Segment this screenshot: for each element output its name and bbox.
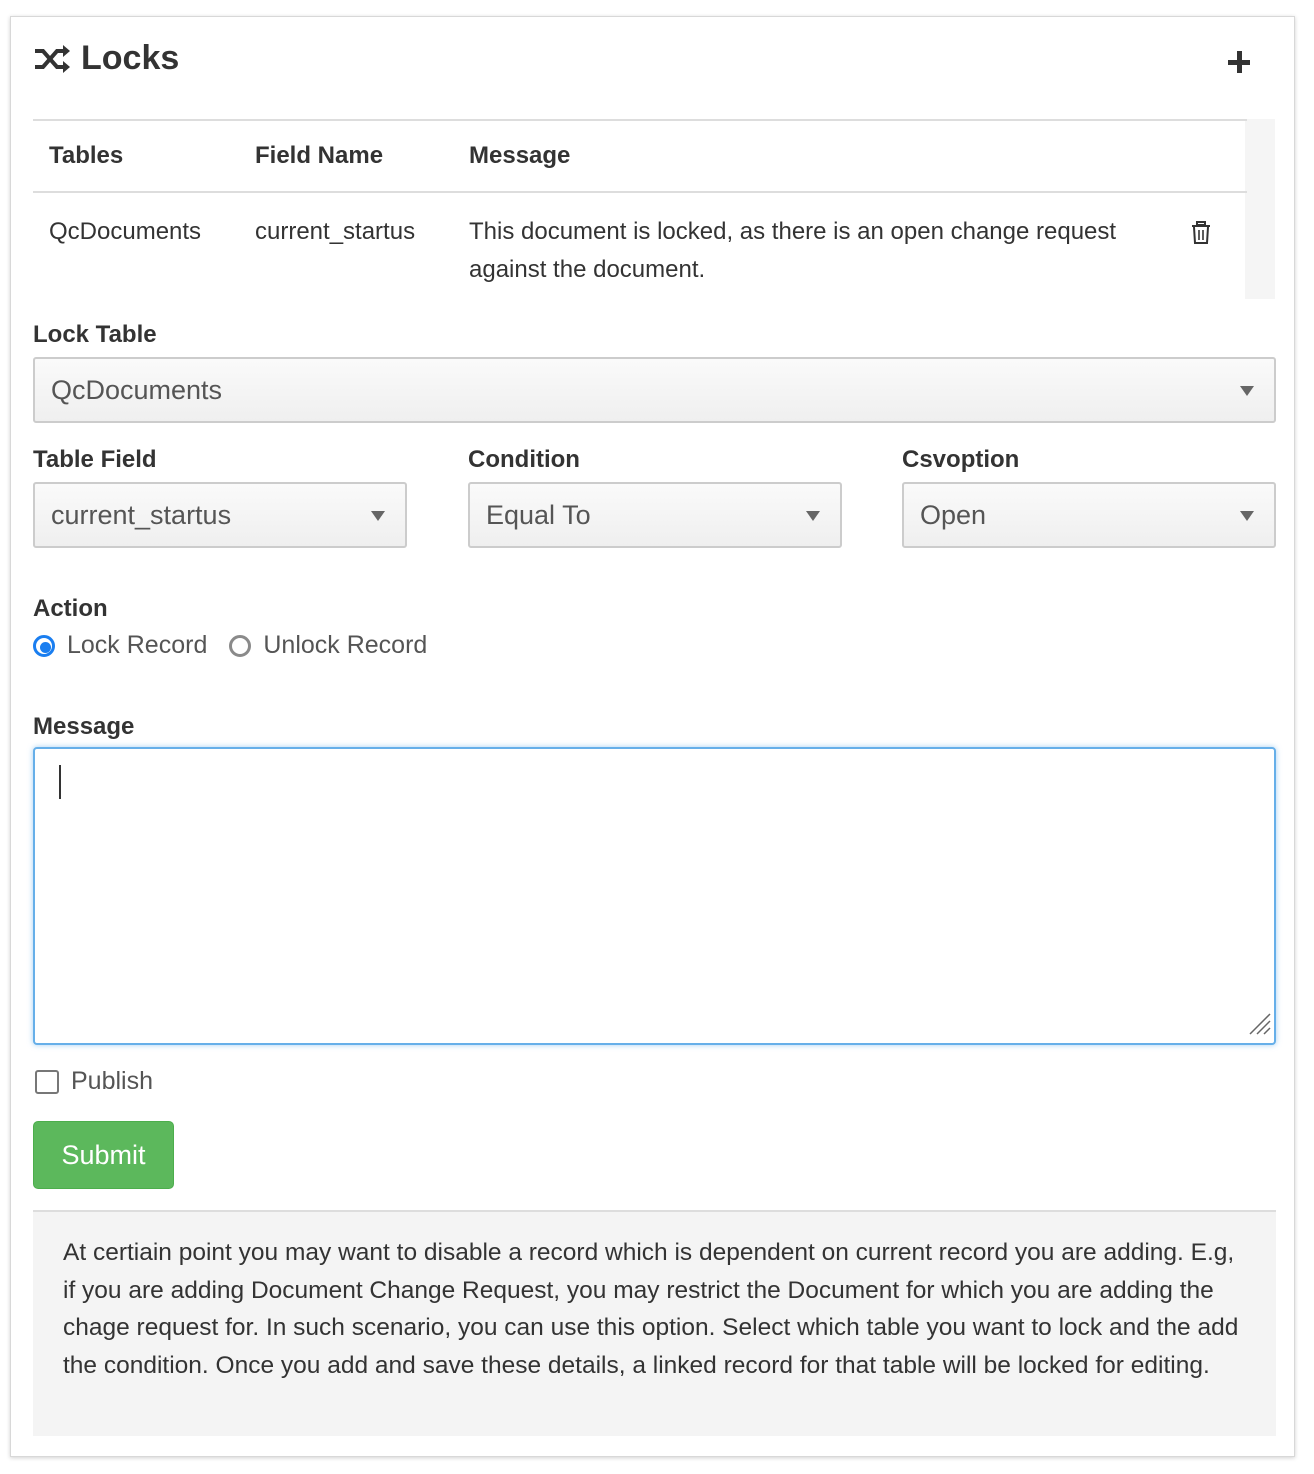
trash-icon[interactable] (1191, 219, 1211, 245)
unlock-record-label[interactable]: Unlock Record (263, 631, 428, 659)
lock-table-label: Lock Table (33, 321, 157, 348)
unlock-record-radio[interactable] (229, 635, 251, 657)
column-header-message: Message (453, 120, 1175, 192)
column-header-actions (1175, 120, 1247, 192)
table-row (33, 192, 1247, 289)
publish-checkbox[interactable] (35, 1070, 59, 1094)
csvoption-label: Csvoption (902, 446, 1020, 473)
lock-table-select[interactable] (33, 357, 1276, 423)
condition-select[interactable] (468, 482, 842, 548)
column-header-tables: Tables (33, 120, 239, 192)
table-field-select[interactable] (33, 482, 407, 548)
csvoption-select[interactable] (902, 482, 1276, 548)
message-label: Message (33, 713, 135, 740)
panel-header (33, 39, 179, 78)
resize-grip-icon[interactable] (1246, 1010, 1272, 1041)
message-textarea[interactable] (33, 747, 1276, 1045)
csvoption-value: Open (920, 499, 987, 530)
lock-table-value: QcDocuments (51, 374, 223, 405)
text-cursor (59, 765, 61, 799)
chevron-down-icon (806, 511, 820, 521)
page-title: Locks (81, 39, 180, 77)
condition-value: Equal To (486, 499, 591, 530)
publish-row (35, 1067, 153, 1096)
publish-label[interactable]: Publish (71, 1067, 153, 1095)
cell-message: This document is locked, as there is an open change request against the document. (469, 218, 1117, 283)
column-header-field-name: Field Name (239, 120, 453, 192)
table-header-row (33, 120, 1247, 192)
table-field-label: Table Field (33, 446, 157, 473)
chevron-down-icon (1240, 511, 1254, 521)
cell-field-name: current_startus (255, 218, 416, 245)
condition-label: Condition (468, 446, 580, 473)
help-text: At certiain point you may want to disable a record which is dependent on current record you are adding. E.g, if you are adding Document Change Request, you may restrict the Document for which you are adding the chage request for. In such scenario, you can use this option. Select which table you want to lock and the add the condition. Once you add and save these details, a linked record for that table will be locked for editing. (33, 1210, 1276, 1436)
action-radio-group (33, 631, 427, 660)
lock-record-radio[interactable] (33, 635, 55, 657)
locks-table (33, 119, 1275, 299)
locks-panel (10, 16, 1295, 1457)
chevron-down-icon (1240, 386, 1254, 396)
chevron-down-icon (371, 511, 385, 521)
table-field-value: current_startus (51, 499, 232, 530)
cell-table: QcDocuments (49, 218, 202, 245)
action-label: Action (33, 595, 108, 622)
shuffle-icon (33, 44, 71, 74)
add-lock-button[interactable] (1224, 47, 1254, 77)
lock-record-label[interactable]: Lock Record (67, 631, 208, 659)
submit-button[interactable]: Submit (33, 1121, 174, 1189)
